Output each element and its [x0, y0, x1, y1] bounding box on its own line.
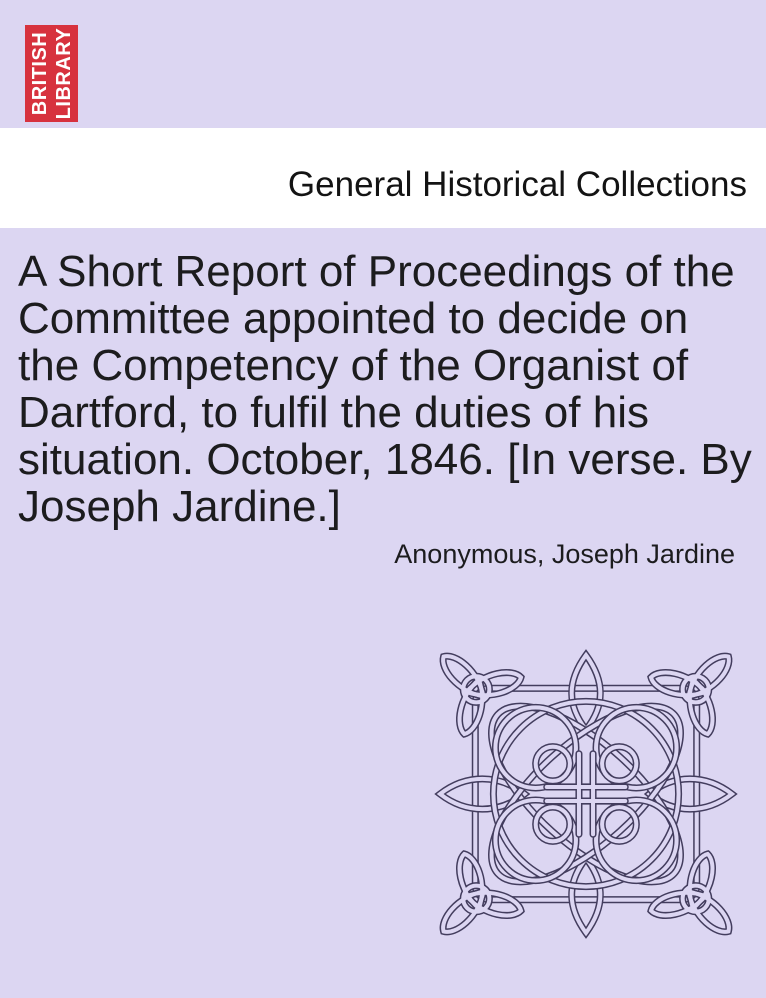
celtic-knot-ornament: [430, 643, 742, 945]
collections-label: General Historical Collections: [287, 165, 747, 204]
logo-line-library: LIBRARY: [52, 27, 75, 120]
book-title-line: A Short Report of Proceedings of the: [18, 247, 735, 296]
book-authors: Anonymous, Joseph Jardine: [394, 539, 735, 569]
collections-band: [0, 128, 766, 228]
book-title-line: Dartford, to fulfil the duties of his: [18, 388, 649, 437]
british-library-logo: [25, 25, 78, 122]
book-title: [18, 248, 758, 530]
book-title-line: situation. October, 1846. [In verse. By: [18, 435, 752, 484]
book-title-line: Committee appointed to decide on: [18, 294, 689, 343]
book-title-line: Joseph Jardine.]: [18, 482, 341, 531]
logo-line-british: BRITISH: [28, 31, 51, 116]
book-title-line: the Competency of the Organist of: [18, 341, 689, 390]
british-library-logo-text: [25, 25, 78, 122]
